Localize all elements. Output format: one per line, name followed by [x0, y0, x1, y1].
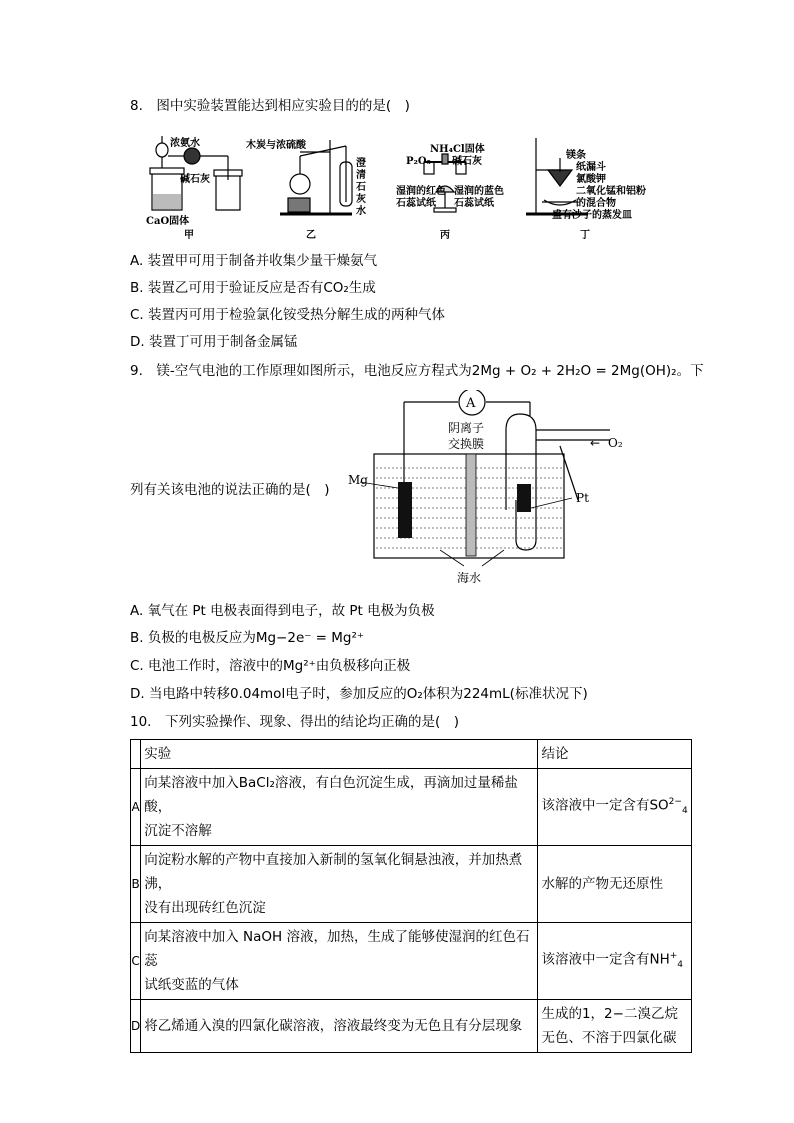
header-conclusion: 结论	[538, 740, 692, 769]
row-experiment	[141, 1000, 538, 1053]
conclusion-line-2: 无色、不溶于四氯化碳	[541, 1030, 677, 1046]
experiment-line-1: 向某溶液中加入BaCl₂溶液，有白色沉淀生成，再滴加过量稀盐酸，	[144, 775, 518, 815]
table-row	[131, 923, 692, 1000]
table-row	[131, 846, 692, 923]
row-conclusion	[538, 923, 692, 1000]
label-ding-4: 二氧化锰和铝粉	[576, 186, 646, 197]
q8-option-d: D. 装置丁可用于制备金属锰	[130, 334, 298, 350]
conclusion-sup: +	[669, 951, 678, 962]
mg-electrode	[398, 482, 412, 538]
label-bing: 丙	[440, 230, 450, 241]
row-conclusion	[538, 769, 692, 846]
experiment-line-2: 试纸变蓝的气体	[144, 977, 239, 993]
row-label: A	[131, 769, 141, 846]
o2-arrow: ←	[590, 436, 601, 450]
pt-electrode	[517, 484, 531, 512]
label-yi-1: 木炭与浓硫酸	[246, 140, 306, 151]
table-row	[131, 1000, 692, 1053]
q9-stem-2: 列有关该电池的说法正确的是( )	[130, 482, 330, 498]
q9-option-c: C. 电池工作时，溶液中的Mg²⁺由负极移向正极	[130, 658, 411, 674]
q10-table	[130, 739, 692, 1053]
q9-stem-1: 9. 镁-空气电池的工作原理如图所示，电池反应方程式为2Mg + O₂ + 2H₂O = 2Mg(OH)₂。下	[130, 363, 704, 379]
q8-option-a: A. 装置甲可用于制备并收集少量干燥氨气	[130, 253, 378, 269]
label-ding: 丁	[580, 230, 590, 241]
table-row	[131, 769, 692, 846]
label-yi-2: 澄	[356, 158, 366, 169]
o2-label: O₂	[608, 436, 623, 450]
row-experiment	[141, 846, 538, 923]
conclusion-sub: 4	[677, 960, 683, 971]
row-conclusion	[538, 846, 692, 923]
mg-label: Mg	[348, 473, 368, 487]
label-jia: 甲	[184, 230, 194, 241]
apparatus-yi	[280, 140, 352, 214]
q9-option-d: D. 当电路中转移0.04mol电子时，参加反应的O₂体积为224mL(标准状况下)	[130, 686, 588, 702]
experiment-line-1: 向某溶液中加入 NaOH 溶液，加热，生成了能够使湿润的红色石蕊	[144, 929, 530, 969]
pt-label: Pt	[576, 491, 589, 505]
conclusion-text: 水解的产物无还原性	[541, 876, 663, 892]
table-header-row	[131, 740, 692, 769]
label-jia-2: 碱石灰	[180, 174, 210, 185]
experiment-line-2: 没有出现砖红色沉淀	[144, 900, 266, 916]
header-label	[131, 740, 141, 769]
conclusion-sub: 4	[681, 806, 688, 817]
anion-exchange-membrane	[466, 454, 476, 556]
experiment-line-1: 向淀粉水解的产物中直接加入新制的氢氧化铜悬浊液，并加热煮沸，	[144, 852, 523, 892]
q9-battery-figure	[340, 390, 640, 590]
label-ding-2: 纸漏斗	[576, 162, 606, 173]
membrane-label-1: 阴离子	[448, 421, 485, 435]
label-ding-3: 氯酸钾	[576, 174, 606, 185]
row-label: C	[131, 923, 141, 1000]
q9-option-a: A. 氧气在 Pt 电极表面得到电子，故 Pt 电极为负极	[130, 603, 435, 619]
conclusion-text: 该溶液中一定含有SO	[541, 797, 669, 814]
label-yi-5: 灰	[356, 194, 366, 205]
seawater-label: 海水	[457, 571, 482, 585]
row-experiment	[141, 769, 538, 846]
label-bing-6: 湿润的蓝色	[454, 186, 504, 197]
label-bing-1: NH₄Cl固体	[430, 144, 485, 155]
membrane-label-2: 交换膜	[448, 437, 485, 451]
q8-apparatus-figure	[140, 132, 680, 244]
conclusion-sup: 2−	[668, 797, 682, 808]
q8-stem: 8. 图中实验装置能达到相应实验目的的是( )	[130, 98, 410, 114]
label-jia-1: 浓氨水	[170, 138, 200, 149]
row-conclusion	[538, 1000, 692, 1053]
label-bing-2: P₂O₅	[406, 156, 431, 167]
label-bing-3: 碱石灰	[452, 156, 482, 167]
label-yi: 乙	[306, 230, 316, 241]
label-ding-6: 盛有沙子的蒸发皿	[552, 210, 632, 221]
q9-option-b: B. 负极的电极反应为Mg−2e⁻ = Mg²⁺	[130, 630, 365, 646]
ammeter-label: A	[466, 396, 476, 411]
label-ding-1: 镁条	[566, 150, 586, 161]
label-bing-5: 石蕊试纸	[396, 198, 436, 209]
header-experiment: 实验	[141, 740, 538, 769]
label-ding-5: 的混合物	[576, 198, 616, 209]
conclusion-text: 该溶液中一定含有NH	[541, 951, 670, 968]
label-yi-6: 水	[356, 206, 366, 217]
label-yi-3: 清	[356, 170, 366, 181]
conclusion-text: 生成的1，2−二溴乙烷	[541, 1006, 678, 1022]
row-label: B	[131, 846, 141, 923]
label-bing-7: 石蕊试纸	[454, 198, 494, 209]
row-label: D	[131, 1000, 141, 1053]
label-yi-4: 石	[356, 182, 366, 193]
q8-option-b: B. 装置乙可用于验证反应是否有CO₂生成	[130, 280, 376, 296]
row-experiment	[141, 923, 538, 1000]
q8-option-c: C. 装置丙可用于检验氯化铵受热分解生成的两种气体	[130, 307, 446, 323]
label-jia-3: CaO固体	[146, 216, 190, 227]
label-bing-4: 湿润的红色	[396, 186, 446, 197]
q10-stem: 10. 下列实验操作、现象、得出的结论均正确的是( )	[130, 714, 460, 730]
experiment-line-1: 将乙烯通入溴的四氯化碳溶液，溶液最终变为无色且有分层现象	[144, 1018, 523, 1034]
experiment-line-2: 沉淀不溶解	[144, 823, 212, 839]
